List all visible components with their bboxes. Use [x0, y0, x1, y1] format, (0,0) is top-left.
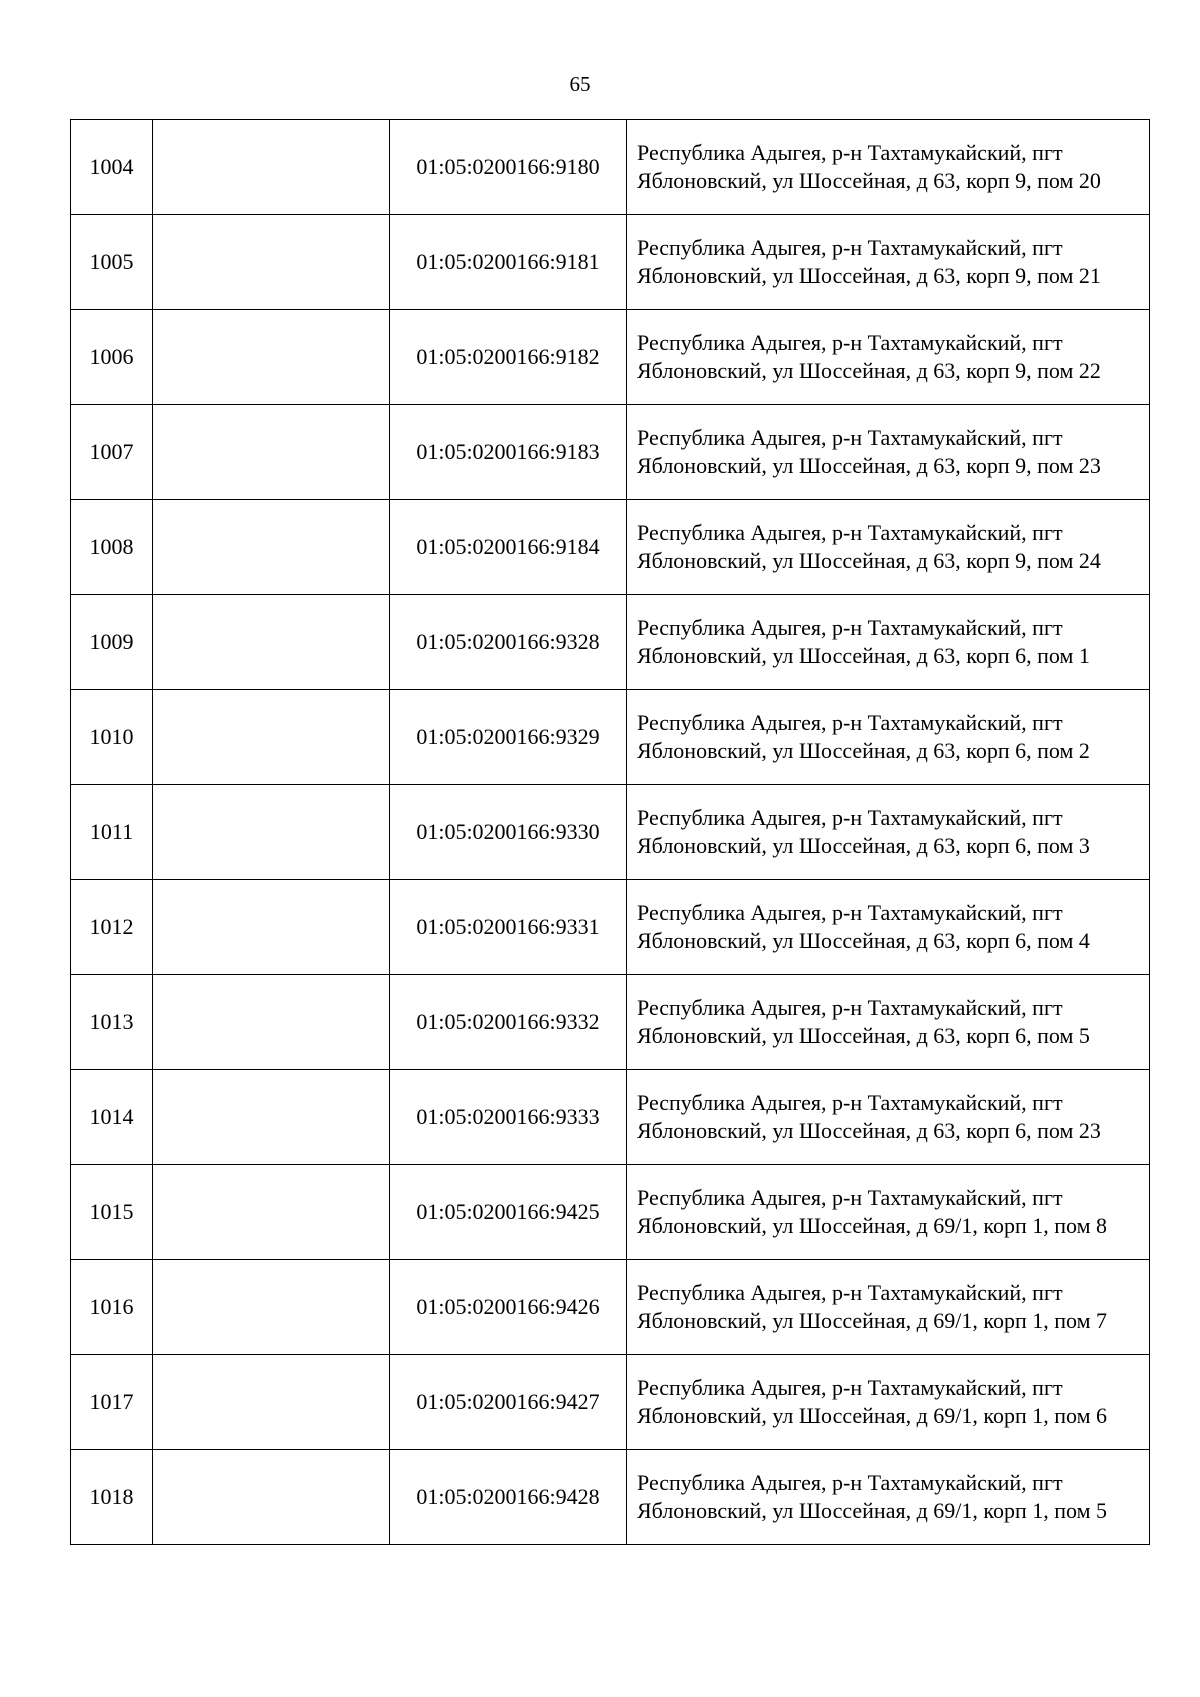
row-number-cell: 1005: [71, 215, 153, 310]
registry-table: [70, 119, 1150, 1545]
table-row: [71, 880, 1150, 975]
row-number-cell: 1006: [71, 310, 153, 405]
empty-cell: [153, 880, 390, 975]
table-row: [71, 1165, 1150, 1260]
address-cell: Республика Адыгея, р-н Тахтамукайский, пгт Яблоновский, ул Шоссейная, д 63, корп 6, пом 5: [627, 975, 1150, 1070]
row-number-cell: 1014: [71, 1070, 153, 1165]
empty-cell: [153, 785, 390, 880]
cadastral-number-cell: 01:05:0200166:9425: [390, 1165, 627, 1260]
table-row: [71, 785, 1150, 880]
row-number-cell: 1013: [71, 975, 153, 1070]
address-cell: Республика Адыгея, р-н Тахтамукайский, пгт Яблоновский, ул Шоссейная, д 63, корп 9, пом 21: [627, 215, 1150, 310]
row-number-cell: 1015: [71, 1165, 153, 1260]
cadastral-number-cell: 01:05:0200166:9331: [390, 880, 627, 975]
table-row: [71, 1070, 1150, 1165]
address-cell: Республика Адыгея, р-н Тахтамукайский, пгт Яблоновский, ул Шоссейная, д 69/1, корп 1, пом 5: [627, 1450, 1150, 1545]
empty-cell: [153, 1260, 390, 1355]
row-number-cell: 1018: [71, 1450, 153, 1545]
empty-cell: [153, 1355, 390, 1450]
table-row: [71, 215, 1150, 310]
cadastral-number-cell: 01:05:0200166:9427: [390, 1355, 627, 1450]
cadastral-number-cell: 01:05:0200166:9426: [390, 1260, 627, 1355]
cadastral-number-cell: 01:05:0200166:9329: [390, 690, 627, 785]
empty-cell: [153, 500, 390, 595]
table-row: [71, 120, 1150, 215]
table-row: [71, 690, 1150, 785]
row-number-cell: 1010: [71, 690, 153, 785]
address-cell: Республика Адыгея, р-н Тахтамукайский, пгт Яблоновский, ул Шоссейная, д 63, корп 6, пом 3: [627, 785, 1150, 880]
row-number-cell: 1007: [71, 405, 153, 500]
row-number-cell: 1011: [71, 785, 153, 880]
table-body: [71, 120, 1150, 1545]
address-cell: Республика Адыгея, р-н Тахтамукайский, пгт Яблоновский, ул Шоссейная, д 63, корп 6, пом 2: [627, 690, 1150, 785]
table-row: [71, 405, 1150, 500]
address-cell: Республика Адыгея, р-н Тахтамукайский, пгт Яблоновский, ул Шоссейная, д 63, корп 9, пом 22: [627, 310, 1150, 405]
address-cell: Республика Адыгея, р-н Тахтамукайский, пгт Яблоновский, ул Шоссейная, д 63, корп 6, пом 4: [627, 880, 1150, 975]
row-number-cell: 1009: [71, 595, 153, 690]
table-row: [71, 500, 1150, 595]
row-number-cell: 1012: [71, 880, 153, 975]
table-row: [71, 1260, 1150, 1355]
cadastral-number-cell: 01:05:0200166:9333: [390, 1070, 627, 1165]
empty-cell: [153, 690, 390, 785]
cadastral-number-cell: 01:05:0200166:9183: [390, 405, 627, 500]
cadastral-number-cell: 01:05:0200166:9181: [390, 215, 627, 310]
cadastral-number-cell: 01:05:0200166:9182: [390, 310, 627, 405]
cadastral-number-cell: 01:05:0200166:9428: [390, 1450, 627, 1545]
cadastral-number-cell: 01:05:0200166:9332: [390, 975, 627, 1070]
row-number-cell: 1004: [71, 120, 153, 215]
table-row: [71, 1355, 1150, 1450]
cadastral-number-cell: 01:05:0200166:9180: [390, 120, 627, 215]
address-cell: Республика Адыгея, р-н Тахтамукайский, пгт Яблоновский, ул Шоссейная, д 63, корп 6, пом 1: [627, 595, 1150, 690]
table-row: [71, 975, 1150, 1070]
empty-cell: [153, 120, 390, 215]
empty-cell: [153, 1450, 390, 1545]
address-cell: Республика Адыгея, р-н Тахтамукайский, пгт Яблоновский, ул Шоссейная, д 63, корп 9, пом 23: [627, 405, 1150, 500]
address-cell: Республика Адыгея, р-н Тахтамукайский, пгт Яблоновский, ул Шоссейная, д 69/1, корп 1, пом 6: [627, 1355, 1150, 1450]
cadastral-number-cell: 01:05:0200166:9184: [390, 500, 627, 595]
table-row: [71, 1450, 1150, 1545]
empty-cell: [153, 595, 390, 690]
table-row: [71, 310, 1150, 405]
address-cell: Республика Адыгея, р-н Тахтамукайский, пгт Яблоновский, ул Шоссейная, д 69/1, корп 1, пом 8: [627, 1165, 1150, 1260]
address-cell: Республика Адыгея, р-н Тахтамукайский, пгт Яблоновский, ул Шоссейная, д 63, корп 6, пом 23: [627, 1070, 1150, 1165]
empty-cell: [153, 215, 390, 310]
address-cell: Республика Адыгея, р-н Тахтамукайский, пгт Яблоновский, ул Шоссейная, д 63, корп 9, пом 20: [627, 120, 1150, 215]
row-number-cell: 1017: [71, 1355, 153, 1450]
empty-cell: [153, 405, 390, 500]
table-row: [71, 595, 1150, 690]
empty-cell: [153, 975, 390, 1070]
address-cell: Республика Адыгея, р-н Тахтамукайский, пгт Яблоновский, ул Шоссейная, д 63, корп 9, пом 24: [627, 500, 1150, 595]
cadastral-number-cell: 01:05:0200166:9328: [390, 595, 627, 690]
address-cell: Республика Адыгея, р-н Тахтамукайский, пгт Яблоновский, ул Шоссейная, д 69/1, корп 1, пом 7: [627, 1260, 1150, 1355]
cadastral-number-cell: 01:05:0200166:9330: [390, 785, 627, 880]
row-number-cell: 1008: [71, 500, 153, 595]
page-number: 65: [569, 72, 591, 96]
row-number-cell: 1016: [71, 1260, 153, 1355]
empty-cell: [153, 1070, 390, 1165]
empty-cell: [153, 310, 390, 405]
empty-cell: [153, 1165, 390, 1260]
